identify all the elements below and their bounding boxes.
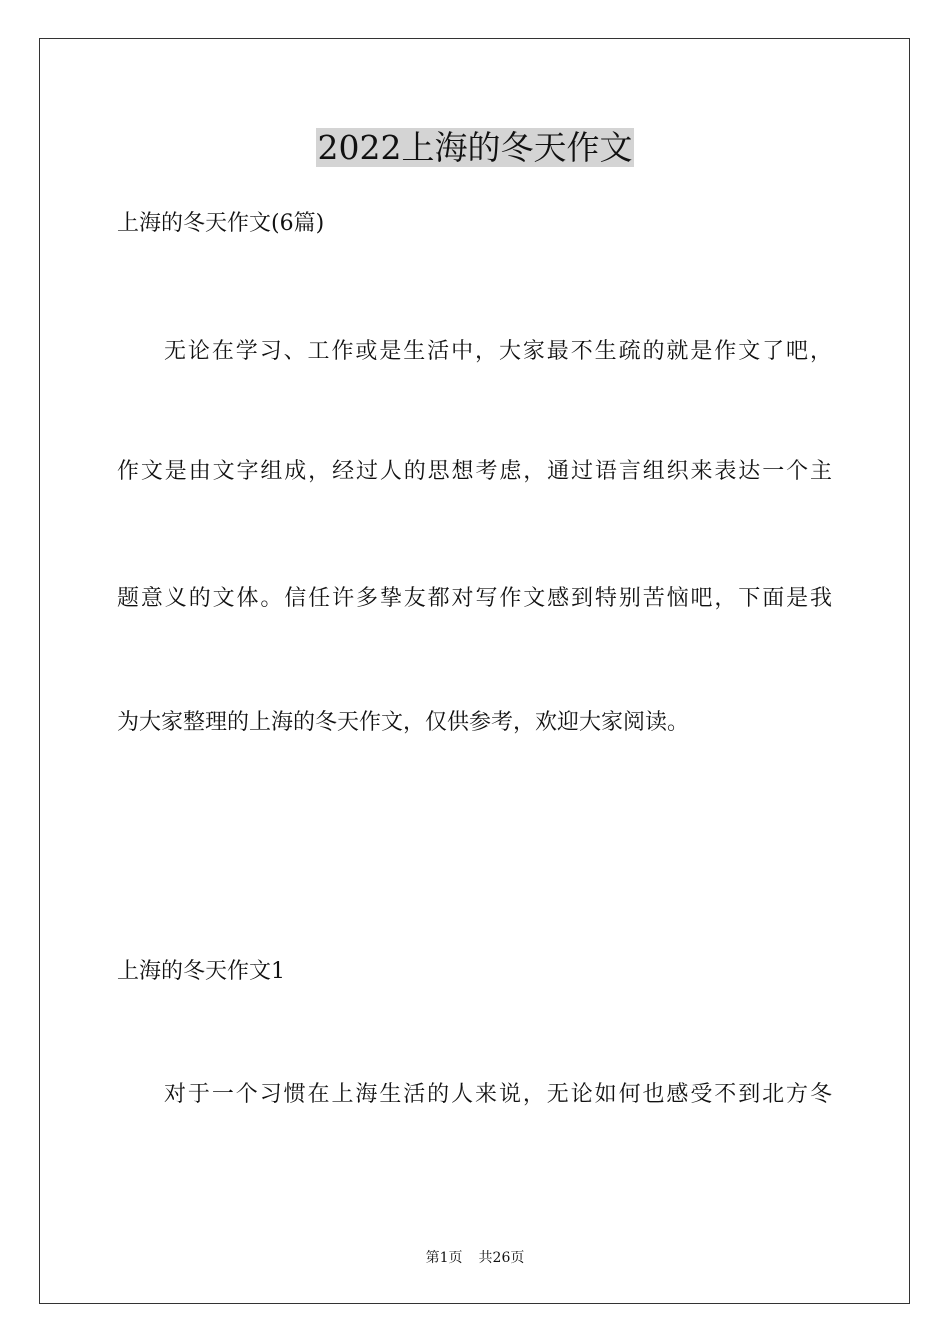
- intro-line-1: 无论在学习、工作或是生活中，大家最不生疏的就是作文了吧，: [164, 339, 832, 364]
- intro-line-3: 题意义的文体。信任许多挚友都对写作文感到特别苦恼吧，下面是我: [117, 586, 832, 611]
- page-footer: [0, 1249, 950, 1267]
- page-total: 共26页: [478, 1250, 525, 1266]
- section-heading: 上海的冬天作文1: [117, 959, 285, 984]
- document-title: [0, 126, 950, 170]
- section-line-1: 对于一个习惯在上海生活的人来说，无论如何也感受不到北方冬: [164, 1082, 832, 1107]
- intro-line-2: 作文是由文字组成，经过人的思想考虑，通过语言组织来表达一个主: [117, 459, 832, 484]
- document-subtitle: 上海的冬天作文(6篇): [117, 211, 325, 236]
- title-highlight: 2022上海的冬天作文: [317, 128, 633, 167]
- intro-line-4: 为大家整理的上海的冬天作文，仅供参考，欢迎大家阅读。: [117, 710, 690, 735]
- page-number: 第1页: [425, 1250, 463, 1266]
